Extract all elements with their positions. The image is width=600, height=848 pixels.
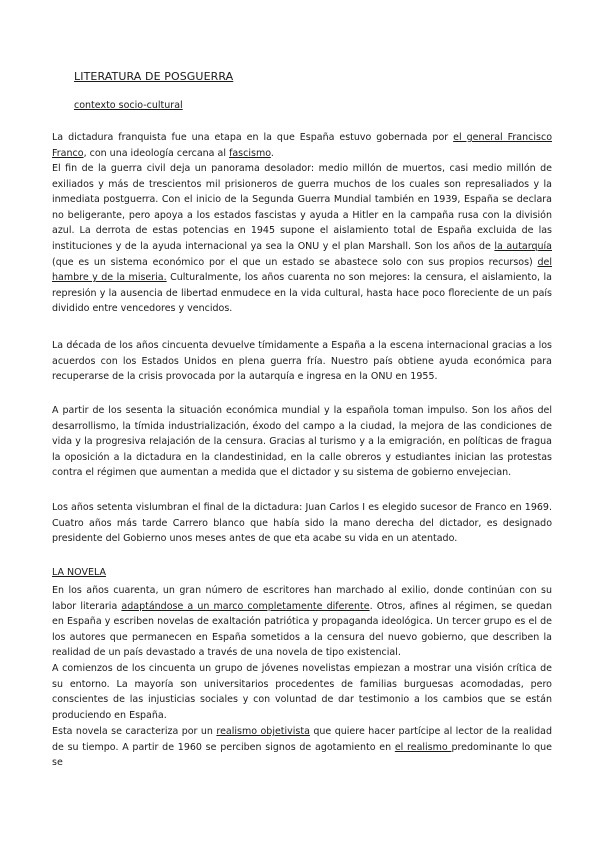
page-subtitle: contexto socio-cultural — [74, 100, 183, 111]
text-run: predominante lo que se — [52, 741, 552, 769]
text-run: que quiere hacer partícipe al lector de la realidad de su tiempo. A partir de 1960 se perciben signos de agotamiento en — [52, 726, 552, 753]
page-title: LITERATURA DE POSGUERRA — [74, 70, 234, 83]
link-realismo-objetivista[interactable]: realismo objetivista — [216, 726, 310, 737]
link-hambre-miseria[interactable]: del hambre y de la miseria. — [52, 256, 552, 284]
text-run: . Otros, afines al régimen, se quedan en España y escriben novelas de exaltación patriótica y propaganda ideológica. Un tercer grupo es el de los autores que permanecen en España sometidos a la censura del nuevo gobierno, que describen la realidad de un país devastado a través de una novela de tipo existencial. — [52, 600, 552, 659]
text-run: El fin de la guerra civil deja un panorama desolador: medio millón de muertos, casi medio millón de exiliados y más de trescientos mil prisioneros de guerra muchos de los cuales son represaliados y la inmediata postguerra. Con el inicio de la Segunda Guerra Mundial también en 1939, España se declara no beligerante, pero apoya a los estados fascistas y ayuda a Hitler en la campaña rusa con la división azul. La derrota de estas potencias en 1945 supone el aislamiento total de España excluida de las instituciones y de la ayuda internacional ya sea la ONU y el plan Marshall. Son los años de — [52, 163, 552, 252]
paragraph-sesenta: A partir de los sesenta la situación económica mundial y la española toman impulso. Son los años del desarrollismo, la tímida industrialización, éxodo del campo a la ciudad, la mejora de las condiciones de vida y la progresiva relajación de la censura. Gracias al turismo y a la emigración, en políticas de fragua la oposición a la dictadura en la clandestinidad, en la calle obreros y estudiantes inician las protestas contra el régimen que aumentan a medida que el dictador y su sistema de gobierno envejecian. — [52, 405, 552, 479]
text-run: . — [270, 147, 274, 159]
link-autarquia[interactable]: la autarquía — [494, 240, 553, 252]
text-run: Esta novela se caracteriza por un — [52, 726, 217, 737]
text-run: Culturalmente, los años cuarenta no son mejores: la censura, el aislamiento, la represión y la ausencia de libertad enmudece en la vida cultural, hasta hace poco floreciente de un país dividido entre vencedores y vencidos. — [52, 272, 552, 315]
link-franco[interactable]: el general Francisco Franco — [52, 132, 552, 159]
link-adaptandose[interactable]: adaptándose a un marco completamente diferente — [121, 600, 370, 612]
text-run: En los años cuarenta, un gran número de escritores han marchado al exilio, donde continúan con su labor literaria — [52, 585, 552, 612]
paragraph-novela-cincuenta: A comienzos de los cincuenta un grupo de jóvenes novelistas empiezan a mostrar una visión crítica de su entorno. La mayoría son universitarios procedentes de familias burguesas acomodadas, pero conscientes de las injusticias sociales y con voluntad de dar testimonio a los cambios que se están produciendo en España. — [52, 663, 552, 721]
link-fascismo[interactable]: fascismo — [229, 147, 271, 159]
text-run: (que es un sistema económico por el que un estado se abastece solo con sus propios recursos) — [52, 256, 538, 268]
paragraph-dictadura — [52, 130, 552, 161]
paragraph-cincuenta: La década de los años cincuenta devuelve tímidamente a España a la escena internacional gracias a los acuerdos con los Estados Unidos en plena guerra fría. Nuestro país obtiene ayuda económica para recuperarse de la crisis provocada por la autarquía e ingresa en la ONU en 1955. — [52, 340, 552, 383]
section-heading-novela: LA NOVELA — [52, 567, 106, 578]
paragraph-realismo — [52, 724, 552, 771]
paragraph-novela-cuarenta — [52, 583, 552, 661]
link-el-realismo[interactable]: el realismo — [394, 741, 452, 753]
paragraph-setenta: Los años setenta vislumbran el final de la dictadura: Juan Carlos I es elegido sucesor de Franco en 1969. Cuatro años más tarde Carrero blanco que había sido la mano derecha del dictador, es designado presidente del Gobierno unos meses antes de que eta acabe su vida en un atentado. — [52, 502, 552, 545]
text-run: , con una ideología cercana al — [83, 147, 230, 159]
text-run: La dictadura franquista fue una etapa en la que España estuvo gobernada por — [52, 132, 454, 143]
paragraph-posguerra — [52, 161, 552, 317]
